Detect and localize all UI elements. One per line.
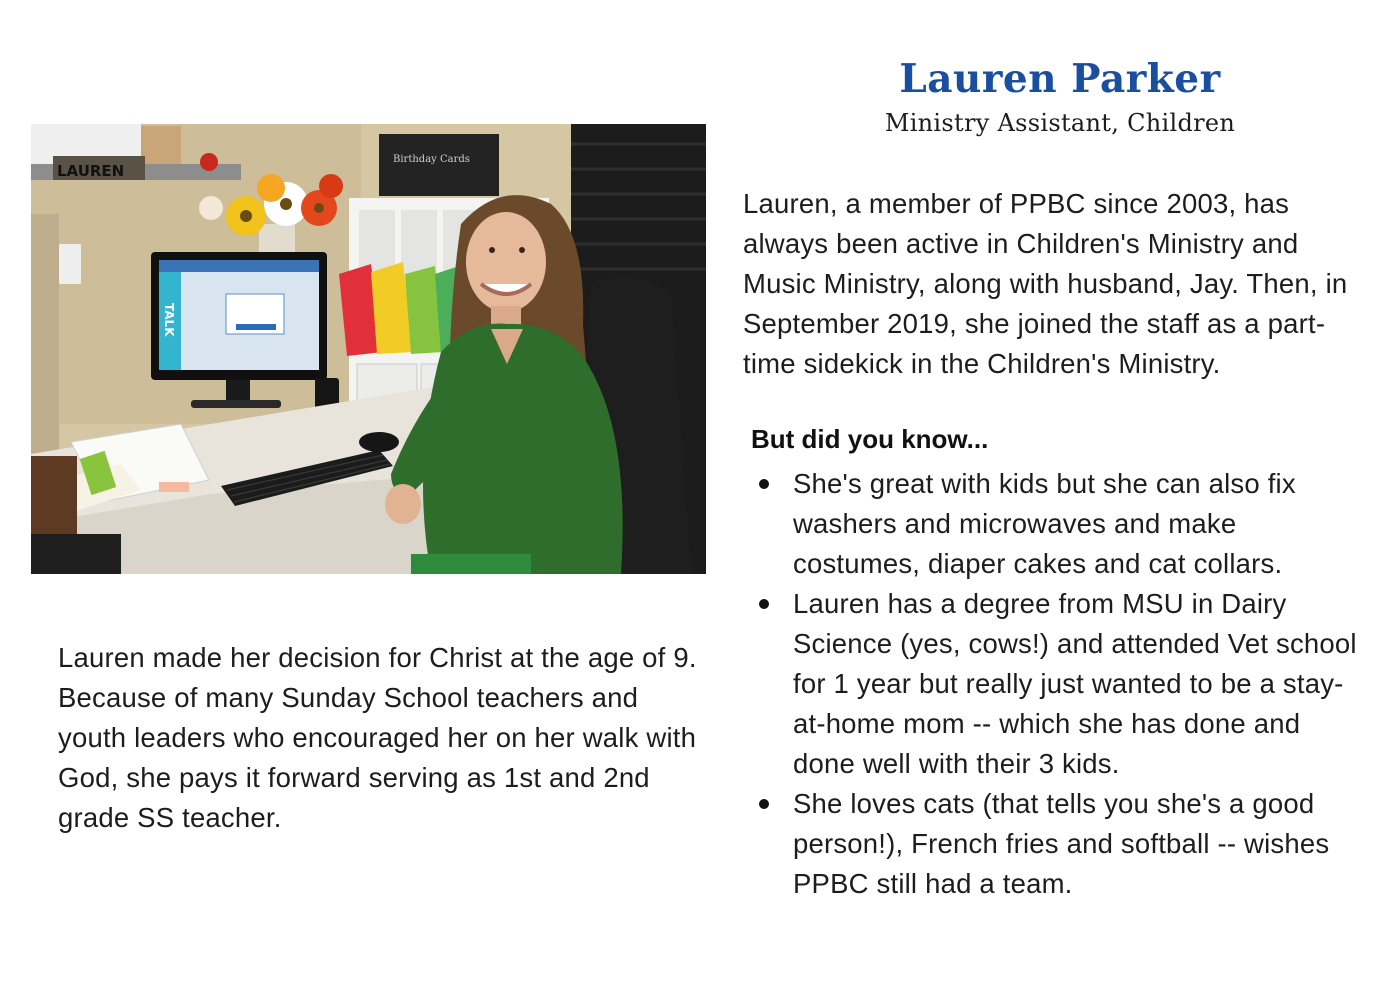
- fact-text: She loves cats (that tells you she's a good person!), French fries and softball -- wishes PPBC still had a team.: [793, 788, 1330, 899]
- fun-facts-list: [793, 464, 1363, 904]
- list-item: [793, 784, 1363, 904]
- bullet-icon: [759, 599, 769, 609]
- screen-label: TALK: [162, 303, 176, 337]
- faith-story-paragraph: Lauren made her decision for Christ at the age of 9. Because of many Sunday School teachers and youth leaders who encouraged her on her walk with God, she pays it forward serving as 1st and 2nd grade SS teacher.: [58, 642, 697, 833]
- did-you-know-heading: But did you know...: [751, 424, 989, 454]
- box-label: Birthday Cards: [393, 154, 470, 165]
- fact-text: She's great with kids but she can also fix washers and microwaves and make costumes, diaper cakes and cat collars.: [793, 468, 1296, 579]
- list-item: [793, 464, 1363, 584]
- list-item: [793, 584, 1363, 784]
- intro-paragraph: Lauren, a member of PPBC since 2003, has always been active in Children's Ministry and Music Ministry, along with husband, Jay. Then, in September 2019, she joined the staff as a part-time sidekick in the Children's Ministry.: [743, 188, 1348, 379]
- person-role: Ministry Assistant, Children: [884, 109, 1236, 137]
- bullet-icon: [759, 799, 769, 809]
- person-name: Lauren Parker: [899, 56, 1221, 102]
- bullet-icon: [759, 479, 769, 489]
- fact-text: Lauren has a degree from MSU in Dairy Science (yes, cows!) and attended Vet school for 1 year but really just wanted to be a stay-at-home mom -- which she has done and done well with their 3 kids.: [793, 588, 1357, 779]
- office-scene: [31, 124, 706, 574]
- desk-label: LAUREN: [57, 162, 125, 180]
- profile-photo: [31, 124, 706, 574]
